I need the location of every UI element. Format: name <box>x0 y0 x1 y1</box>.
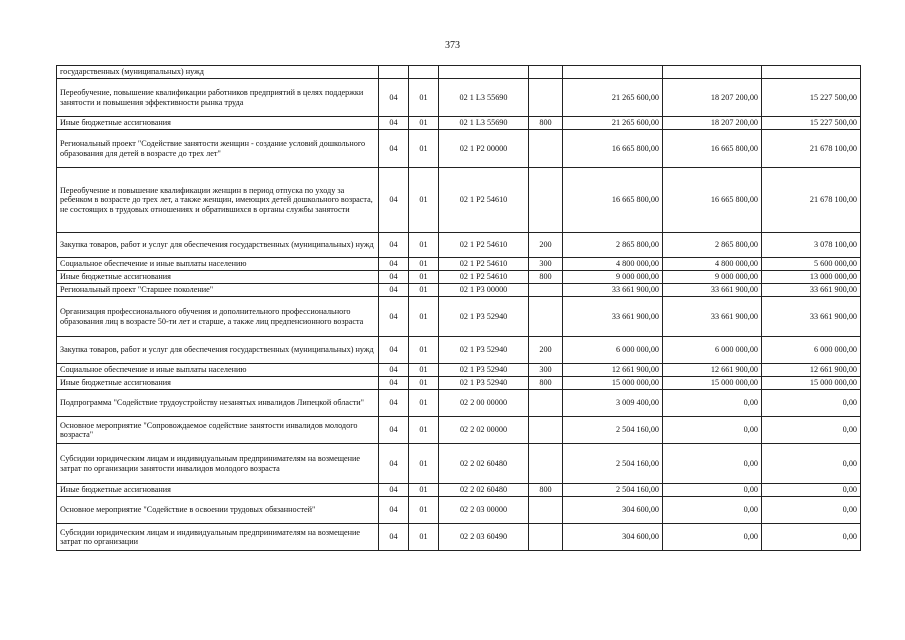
target-article-cell: 02 1 P3 52940 <box>439 364 529 377</box>
table-row <box>57 168 861 233</box>
expense-type-cell <box>529 79 563 117</box>
table-row <box>57 117 861 130</box>
amount-year2-cell: 33 661 900,00 <box>663 297 762 337</box>
target-article-cell: 02 1 P3 52940 <box>439 377 529 390</box>
ved-code-cell: 04 <box>379 233 409 258</box>
expense-type-cell <box>529 497 563 524</box>
expense-type-cell: 300 <box>529 364 563 377</box>
section-code-cell: 01 <box>409 284 439 297</box>
section-code-cell: 01 <box>409 258 439 271</box>
target-article-cell: 02 1 P2 54610 <box>439 233 529 258</box>
amount-year2-cell: 16 665 800,00 <box>663 168 762 233</box>
amount-year3-cell: 0,00 <box>762 484 861 497</box>
ved-code-cell: 04 <box>379 130 409 168</box>
amount-year3-cell: 21 678 100,00 <box>762 168 861 233</box>
section-code-cell <box>409 66 439 79</box>
amount-year1-cell: 33 661 900,00 <box>563 297 663 337</box>
amount-year1-cell: 33 661 900,00 <box>563 284 663 297</box>
amount-year1-cell: 21 265 600,00 <box>563 117 663 130</box>
amount-year3-cell: 3 078 100,00 <box>762 233 861 258</box>
amount-year1-cell: 2 504 160,00 <box>563 444 663 484</box>
table-row <box>57 130 861 168</box>
amount-year1-cell: 4 800 000,00 <box>563 258 663 271</box>
section-code-cell: 01 <box>409 524 439 551</box>
table-row <box>57 377 861 390</box>
ved-code-cell: 04 <box>379 497 409 524</box>
target-article-cell: 02 2 03 60490 <box>439 524 529 551</box>
row-name-cell: Субсидии юридическим лицам и индивидуальным предпринимателям на возмещение затрат по организации <box>57 524 379 551</box>
target-article-cell <box>439 66 529 79</box>
section-code-cell: 01 <box>409 297 439 337</box>
table-row <box>57 297 861 337</box>
amount-year2-cell: 15 000 000,00 <box>663 377 762 390</box>
table-row <box>57 233 861 258</box>
row-name-cell: Социальное обеспечение и иные выплаты населению <box>57 364 379 377</box>
section-code-cell: 01 <box>409 364 439 377</box>
expense-type-cell <box>529 168 563 233</box>
amount-year2-cell: 0,00 <box>663 417 762 444</box>
expense-type-cell: 800 <box>529 117 563 130</box>
amount-year1-cell: 2 504 160,00 <box>563 484 663 497</box>
amount-year2-cell: 0,00 <box>663 444 762 484</box>
ved-code-cell: 04 <box>379 444 409 484</box>
table-row <box>57 417 861 444</box>
ved-code-cell: 04 <box>379 284 409 297</box>
expense-type-cell: 300 <box>529 258 563 271</box>
section-code-cell: 01 <box>409 117 439 130</box>
expense-type-cell: 800 <box>529 484 563 497</box>
amount-year1-cell: 9 000 000,00 <box>563 271 663 284</box>
amount-year1-cell: 21 265 600,00 <box>563 79 663 117</box>
ved-code-cell: 04 <box>379 390 409 417</box>
target-article-cell: 02 2 02 00000 <box>439 417 529 444</box>
section-code-cell: 01 <box>409 417 439 444</box>
row-name-cell: Переобучение и повышение квалификации женщин в период отпуска по уходу за ребенком в возрасте до трех лет, а также женщин, имеющих детей дошкольного возраста, не состоящих в трудовых отношениях и обратившихся в органы службы занятости <box>57 168 379 233</box>
row-name-cell: Иные бюджетные ассигнования <box>57 484 379 497</box>
amount-year3-cell: 21 678 100,00 <box>762 130 861 168</box>
amount-year2-cell: 9 000 000,00 <box>663 271 762 284</box>
section-code-cell: 01 <box>409 168 439 233</box>
ved-code-cell: 04 <box>379 377 409 390</box>
amount-year2-cell: 18 207 200,00 <box>663 117 762 130</box>
amount-year3-cell: 15 227 500,00 <box>762 117 861 130</box>
page-number: 373 <box>445 40 460 51</box>
section-code-cell: 01 <box>409 390 439 417</box>
row-name-cell: Организация профессионального обучения и дополнительного профессионального образования лиц в возрасте 50-ти лет и старше, а также лиц предпенсионного возраста <box>57 297 379 337</box>
amount-year3-cell <box>762 66 861 79</box>
row-name-cell: государственных (муниципальных) нужд <box>57 66 379 79</box>
row-name-cell: Иные бюджетные ассигнования <box>57 377 379 390</box>
target-article-cell: 02 1 P3 52940 <box>439 297 529 337</box>
amount-year3-cell: 13 000 000,00 <box>762 271 861 284</box>
amount-year1-cell <box>563 66 663 79</box>
target-article-cell: 02 1 P3 00000 <box>439 284 529 297</box>
target-article-cell: 02 1 P3 52940 <box>439 337 529 364</box>
expense-type-cell: 800 <box>529 377 563 390</box>
amount-year2-cell: 12 661 900,00 <box>663 364 762 377</box>
ved-code-cell: 04 <box>379 337 409 364</box>
amount-year3-cell: 0,00 <box>762 417 861 444</box>
amount-year3-cell: 15 000 000,00 <box>762 377 861 390</box>
ved-code-cell: 04 <box>379 168 409 233</box>
ved-code-cell: 04 <box>379 417 409 444</box>
table-row <box>57 497 861 524</box>
row-name-cell: Переобучение, повышение квалификации работников предприятий в целях поддержки занятости и повышения эффективности рынка труда <box>57 79 379 117</box>
ved-code-cell: 04 <box>379 364 409 377</box>
row-name-cell: Региональный проект "Содействие занятости женщин - создание условий дошкольного образования для детей в возрасте до трех лет" <box>57 130 379 168</box>
table-row <box>57 79 861 117</box>
target-article-cell: 02 2 02 60480 <box>439 484 529 497</box>
expense-type-cell <box>529 297 563 337</box>
amount-year1-cell: 16 665 800,00 <box>563 168 663 233</box>
amount-year1-cell: 304 600,00 <box>563 497 663 524</box>
row-name-cell: Иные бюджетные ассигнования <box>57 117 379 130</box>
table-row <box>57 337 861 364</box>
amount-year3-cell: 0,00 <box>762 524 861 551</box>
ved-code-cell: 04 <box>379 524 409 551</box>
table-row <box>57 484 861 497</box>
amount-year2-cell: 0,00 <box>663 390 762 417</box>
amount-year1-cell: 6 000 000,00 <box>563 337 663 364</box>
row-name-cell: Иные бюджетные ассигнования <box>57 271 379 284</box>
amount-year3-cell: 0,00 <box>762 390 861 417</box>
amount-year1-cell: 304 600,00 <box>563 524 663 551</box>
amount-year1-cell: 2 865 800,00 <box>563 233 663 258</box>
row-name-cell: Основное мероприятие "Содействие в освоении трудовых обязанностей" <box>57 497 379 524</box>
amount-year2-cell: 0,00 <box>663 497 762 524</box>
expense-type-cell <box>529 130 563 168</box>
amount-year3-cell: 33 661 900,00 <box>762 297 861 337</box>
table-row <box>57 390 861 417</box>
ved-code-cell: 04 <box>379 271 409 284</box>
ved-code-cell: 04 <box>379 79 409 117</box>
expense-type-cell: 200 <box>529 233 563 258</box>
ved-code-cell <box>379 66 409 79</box>
target-article-cell: 02 1 P2 54610 <box>439 258 529 271</box>
section-code-cell: 01 <box>409 233 439 258</box>
target-article-cell: 02 1 P2 00000 <box>439 130 529 168</box>
row-name-cell: Субсидии юридическим лицам и индивидуальным предпринимателям на возмещение затрат по организации занятости инвалидов молодого возраста <box>57 444 379 484</box>
row-name-cell: Основное мероприятие "Сопровождаемое содействие занятости инвалидов молодого возраста" <box>57 417 379 444</box>
amount-year2-cell: 0,00 <box>663 524 762 551</box>
target-article-cell: 02 2 03 00000 <box>439 497 529 524</box>
section-code-cell: 01 <box>409 497 439 524</box>
target-article-cell: 02 1 L3 55690 <box>439 79 529 117</box>
expense-type-cell <box>529 524 563 551</box>
ved-code-cell: 04 <box>379 258 409 271</box>
expense-type-cell <box>529 444 563 484</box>
amount-year2-cell: 2 865 800,00 <box>663 233 762 258</box>
target-article-cell: 02 1 P2 54610 <box>439 271 529 284</box>
table-row <box>57 444 861 484</box>
amount-year3-cell: 6 000 000,00 <box>762 337 861 364</box>
row-name-cell: Закупка товаров, работ и услуг для обеспечения государственных (муниципальных) нужд <box>57 233 379 258</box>
amount-year2-cell: 4 800 000,00 <box>663 258 762 271</box>
amount-year2-cell <box>663 66 762 79</box>
table-row <box>57 284 861 297</box>
amount-year2-cell: 33 661 900,00 <box>663 284 762 297</box>
expense-type-cell: 800 <box>529 271 563 284</box>
table-row <box>57 258 861 271</box>
table-row <box>57 66 861 79</box>
amount-year2-cell: 6 000 000,00 <box>663 337 762 364</box>
section-code-cell: 01 <box>409 377 439 390</box>
amount-year2-cell: 0,00 <box>663 484 762 497</box>
ved-code-cell: 04 <box>379 484 409 497</box>
budget-table <box>56 65 861 551</box>
target-article-cell: 02 2 00 00000 <box>439 390 529 417</box>
amount-year2-cell: 18 207 200,00 <box>663 79 762 117</box>
amount-year3-cell: 0,00 <box>762 497 861 524</box>
amount-year2-cell: 16 665 800,00 <box>663 130 762 168</box>
target-article-cell: 02 1 L3 55690 <box>439 117 529 130</box>
section-code-cell: 01 <box>409 484 439 497</box>
amount-year3-cell: 33 661 900,00 <box>762 284 861 297</box>
amount-year1-cell: 16 665 800,00 <box>563 130 663 168</box>
section-code-cell: 01 <box>409 444 439 484</box>
row-name-cell: Подпрограмма "Содействие трудоустройству незанятых инвалидов Липецкой области" <box>57 390 379 417</box>
expense-type-cell <box>529 417 563 444</box>
table-row <box>57 524 861 551</box>
expense-type-cell <box>529 66 563 79</box>
section-code-cell: 01 <box>409 337 439 364</box>
expense-type-cell <box>529 390 563 417</box>
expense-type-cell: 200 <box>529 337 563 364</box>
section-code-cell: 01 <box>409 271 439 284</box>
target-article-cell: 02 2 02 60480 <box>439 444 529 484</box>
table-row <box>57 271 861 284</box>
amount-year1-cell: 12 661 900,00 <box>563 364 663 377</box>
table-row <box>57 364 861 377</box>
amount-year1-cell: 3 009 400,00 <box>563 390 663 417</box>
amount-year3-cell: 0,00 <box>762 444 861 484</box>
amount-year3-cell: 5 600 000,00 <box>762 258 861 271</box>
row-name-cell: Социальное обеспечение и иные выплаты населению <box>57 258 379 271</box>
section-code-cell: 01 <box>409 79 439 117</box>
amount-year3-cell: 12 661 900,00 <box>762 364 861 377</box>
section-code-cell: 01 <box>409 130 439 168</box>
amount-year1-cell: 15 000 000,00 <box>563 377 663 390</box>
amount-year3-cell: 15 227 500,00 <box>762 79 861 117</box>
row-name-cell: Региональный проект "Старшее поколение" <box>57 284 379 297</box>
row-name-cell: Закупка товаров, работ и услуг для обеспечения государственных (муниципальных) нужд <box>57 337 379 364</box>
amount-year1-cell: 2 504 160,00 <box>563 417 663 444</box>
ved-code-cell: 04 <box>379 117 409 130</box>
expense-type-cell <box>529 284 563 297</box>
ved-code-cell: 04 <box>379 297 409 337</box>
target-article-cell: 02 1 P2 54610 <box>439 168 529 233</box>
